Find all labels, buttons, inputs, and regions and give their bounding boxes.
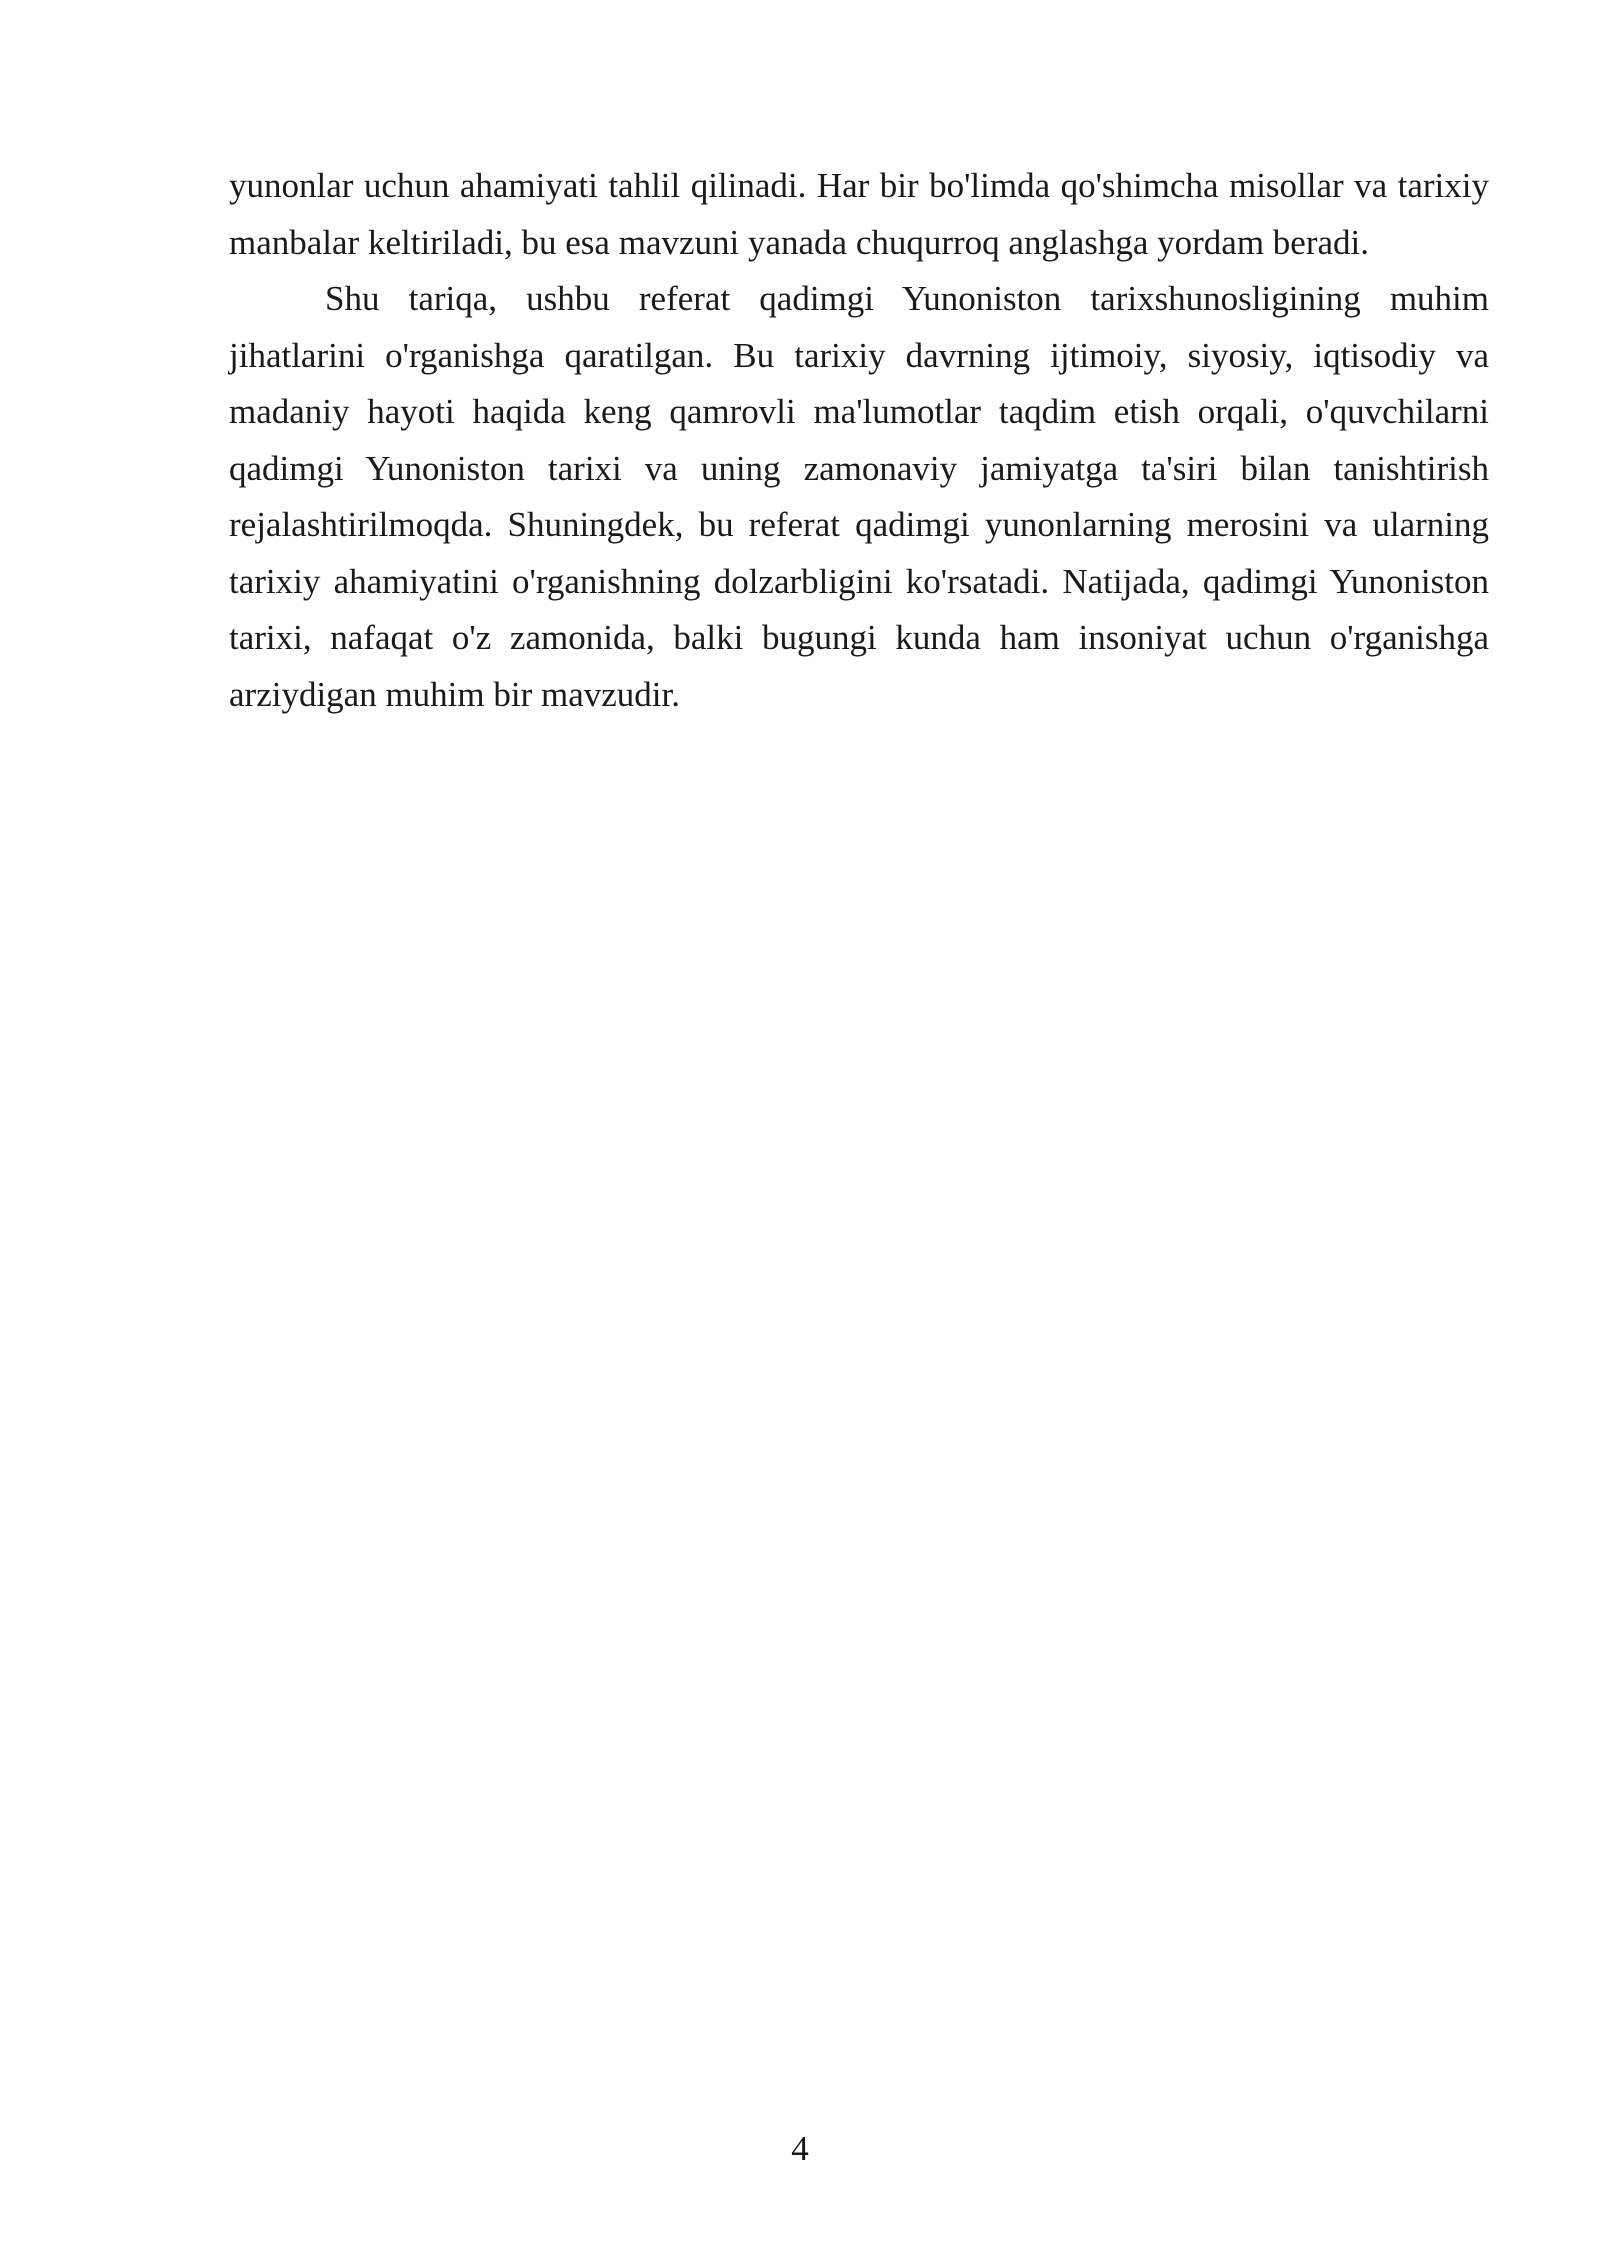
paragraph-conclusion: Shu tariqa, ushbu referat qadimgi Yunoniston tarixshunosligining muhim jihatlarini o'rganishga qaratilgan. Bu tarixiy davrning ijtimoiy, siyosiy, iqtisodiy va madaniy hayoti haqida keng qamrovli ma'lumotlar taqdim etish orqali, o'quvchilarni qadimgi Yunoniston tarixi va uning zamonaviy jamiyatga ta'siri bilan tanishtirish rejalashtirilmoqda. Shuningdek, bu referat qadimgi yunonlarning merosini va ularning tarixiy ahamiyatini o'rganishning dolzarbligini ko'rsatadi. Natijada, qadimgi Yunoniston tarixi, nafaqat o'z zamonida, balki bugungi kunda ham insoniyat uchun o'rganishga arziydigan muhim bir mavzudir. — [229, 279, 1489, 714]
paragraph-continuation: yunonlar uchun ahamiyati tahlil qilinadi. Har bir bo'limda qo'shimcha misollar va tarixiy manbalar keltiriladi, bu esa mavzuni yanada chuqurroq anglashga yordam beradi. — [229, 166, 1489, 262]
body-text — [229, 158, 1489, 723]
page-number: 4 — [791, 2129, 809, 2168]
